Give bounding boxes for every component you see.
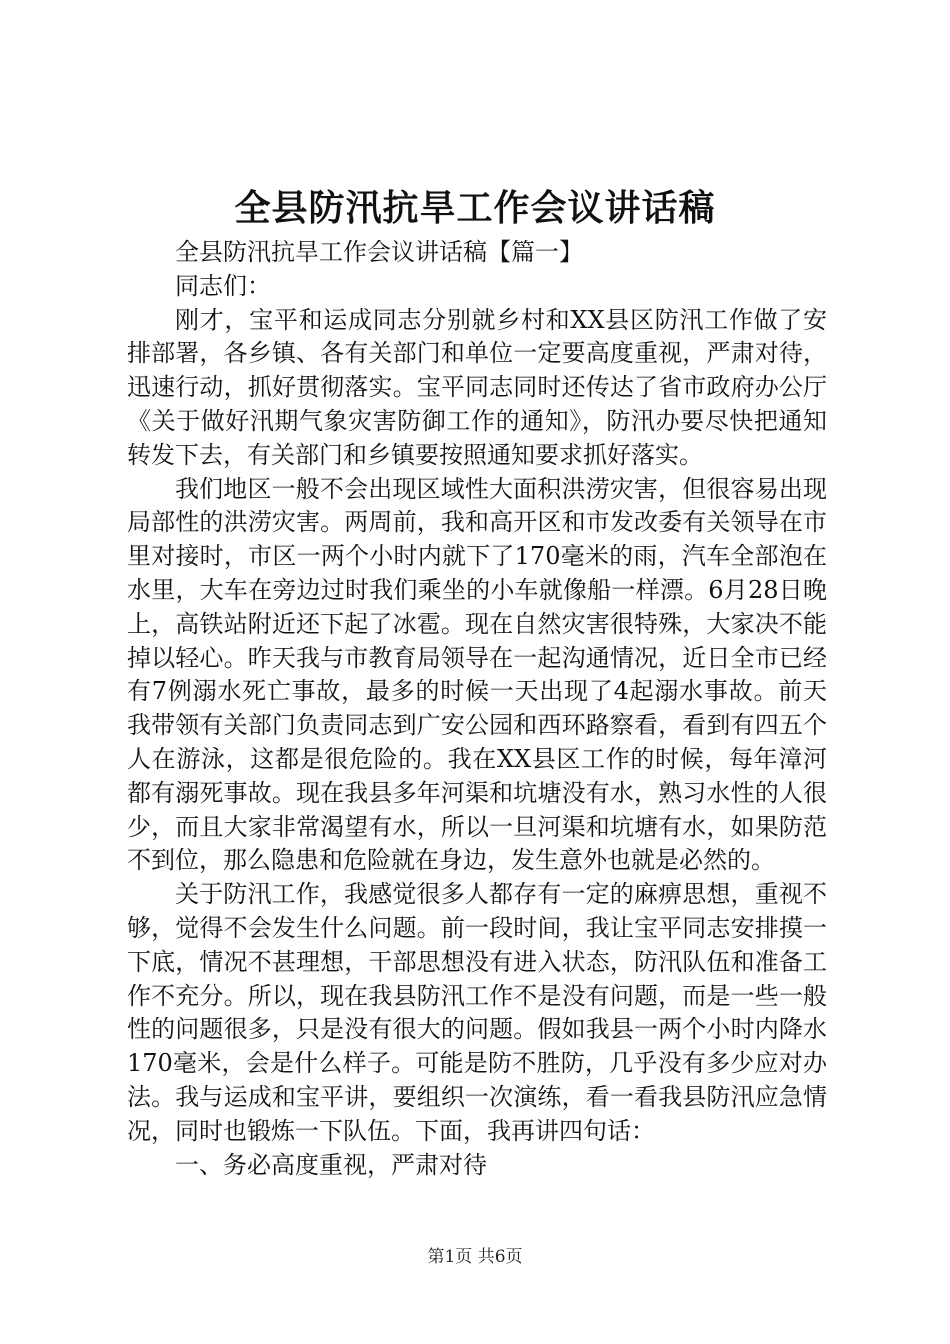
subsection-heading: 一、务必高度重视，严肃对待 bbox=[175, 1150, 487, 1179]
body-paragraph: 我们地区一般不会出现区域性大面积洪涝灾害，但很容易出现局部性的洪涝灾害。两周前，我和高开区和市发改委有关领导在市里对接时，市区一两个小时内就下了170毫米的雨，汽车全部泡在水里，大车在旁边过时我们乘坐的小车就像船一样漂。6月28日晚上，高铁站附近还下起了冰雹。现在自然灾害很特殊，大家决不能掉以轻心。昨天我与市教育局领导在一起沟通情况，近日全市已经有7例溺水死亡事故，最多的时候一天出现了4起溺水事故。前天我带领有关部门负责同志到广安公园和西环路察看，看到有四五个人在游泳，这都是很危险的。我在XX县区工作的时候，每年漳河都有溺死事故。现在我县多年河渠和坑塘没有水，熟习水性的人很少，而且大家非常渴望有水，所以一旦河渠和坑塘有水，如果防范不到位，那么隐患和危险就在身边，发生意外也就是必然的。 bbox=[127, 474, 827, 875]
document-title: 全县防汛抗旱工作会议讲话稿 bbox=[234, 187, 716, 229]
section-heading: 全县防汛抗旱工作会议讲话稿【篇一】 bbox=[175, 238, 583, 266]
salutation: 同志们： bbox=[175, 271, 271, 300]
page-number-footer: 第1页 共6页 bbox=[427, 1247, 523, 1267]
document-body bbox=[127, 236, 827, 1182]
body-paragraph: 刚才，宝平和运成同志分别就乡村和XX县区防汛工作做了安排部署，各乡镇、各有关部门和单位一定要高度重视，严肃对待，迅速行动，抓好贯彻落实。宝平同志同时还传达了省市政府办公厅《关于做好汛期气象灾害防御工作的通知》，防汛办要尽快把通知转发下去，有关部门和乡镇要按照通知要求抓好落实。 bbox=[127, 305, 827, 469]
body-paragraph: 关于防汛工作，我感觉很多人都存有一定的麻痹思想，重视不够，觉得不会发生什么问题。前一段时间，我让宝平同志安排摸一下底，情况不甚理想，干部思想没有进入状态，防汛队伍和准备工作不充分。所以，现在我县防汛工作不是没有问题，而是一些一般性的问题很多，只是没有很大的问题。假如我县一两个小时内降水170毫米，会是什么样子。可能是防不胜防，几乎没有多少应对办法。我与运成和宝平讲，要组织一次演练，看一看我县防汛应急情况，同时也锻炼一下队伍。下面，我再讲四句话： bbox=[127, 880, 827, 1145]
